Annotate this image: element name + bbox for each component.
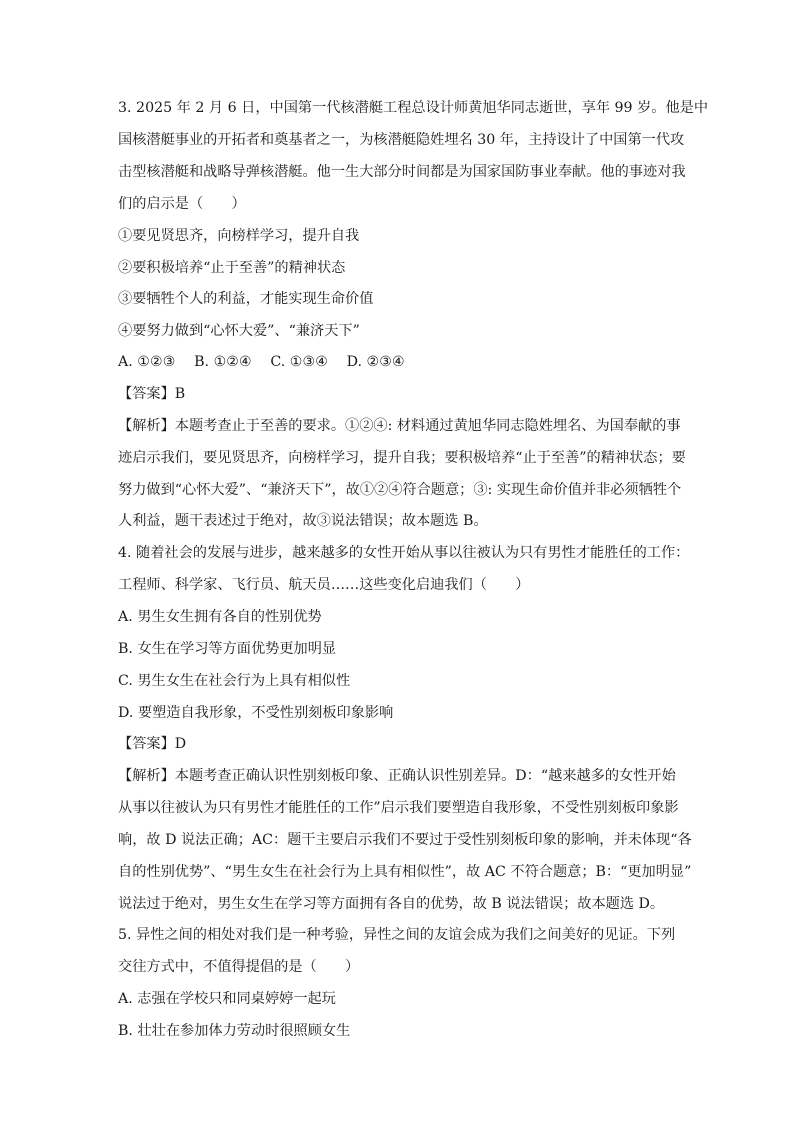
q3-analysis-line-4: 人利益，题干表述过于绝对，故③说法错误；故本题选 B。 xyxy=(118,513,488,529)
q3-stem-line-1: 3. 2025 年 2 月 6 日，中国第一代核潜艇工程总设计师黄旭华同志逝世，享年 99 岁。他是中 xyxy=(118,100,709,116)
q3-analysis-line-2: 迹启示我们，要见贤思齐，向榜样学习，提升自我；要积极培养“止于至善”的精神状态；要 xyxy=(118,450,686,466)
q3-options: A. ①②③ B. ①②④ C. ①③④ D. ②③④ xyxy=(118,354,405,370)
q3-analysis-line-3: 努力做到“心怀大爱”、“兼济天下”，故①②④符合题意；③: 实现生命价值并非必须牺牲个 xyxy=(118,482,682,498)
q4-analysis-line-1: 【解析】本题考查正确认识性别刻板印象、正确认识性别差异。D：“越来越多的女性开始 xyxy=(118,768,676,784)
q3-statement-3: ③要牺牲个人的利益，才能实现生命价值 xyxy=(118,291,374,307)
q4-analysis-line-3: 响，故 D 说法正确；AC：题干主要启示我们不要过于受性别刻板印象的影响，并未体现“各 xyxy=(118,832,692,848)
q5-stem-line-1: 5. 异性之间的相处对我们是一种考验，异性之间的友谊会成为我们之间美好的见证。下列 xyxy=(118,927,676,943)
q3-answer: 【答案】B xyxy=(118,386,186,402)
q3-stem-line-4: 们的启示是（ ） xyxy=(118,196,246,212)
q4-option-b: B. 女生在学习等方面优势更加明显 xyxy=(118,641,337,657)
q3-statement-2: ②要积极培养“止于至善”的精神状态 xyxy=(118,260,346,276)
q4-answer: 【答案】D xyxy=(118,736,187,752)
q5-option-b: B. 壮壮在参加体力劳动时很照顾女生 xyxy=(118,1023,351,1039)
q3-analysis-line-1: 【解析】本题考查止于至善的要求。①②④: 材料通过黄旭华同志隐姓埋名、为国奉献的事 xyxy=(118,418,681,434)
q4-analysis-line-2: 从事以往被认为只有男性才能胜任的工作”启示我们要塑造自我形象，不受性别刻板印象影 xyxy=(118,800,679,816)
q5-stem-line-2: 交往方式中，不值得提倡的是（ ） xyxy=(118,959,360,975)
q3-stem-line-3: 击型核潜艇和战略导弹核潜艇。他一生大部分时间都是为国家国防事业奉献。他的事迹对我 xyxy=(118,164,686,180)
q4-option-a: A. 男生女生拥有各自的性别优势 xyxy=(118,609,322,625)
q3-statement-1: ①要见贤思齐，向榜样学习，提升自我 xyxy=(118,228,360,244)
q4-analysis-line-4: 自的性别优势”、“男生女生在社会行为上具有相似性”，故 AC 不符合题意；B：“更加明显” xyxy=(118,864,692,880)
q3-stem-line-2: 国核潜艇事业的开拓者和奠基者之一，为核潜艇隐姓埋名 30 年，主持设计了中国第一代攻 xyxy=(118,132,685,148)
q4-stem-line-1: 4. 随着社会的发展与进步，越来越多的女性开始从事以往被认为只有男性才能胜任的工作： xyxy=(118,545,690,561)
q4-option-d: D. 要塑造自我形象，不受性别刻板印象影响 xyxy=(118,705,394,721)
q4-analysis-line-5: 说法过于绝对，男生女生在学习等方面拥有各自的优势，故 B 说法错误；故本题选 D。 xyxy=(118,896,665,912)
q4-option-c: C. 男生女生在社会行为上具有相似性 xyxy=(118,673,351,689)
q3-statement-4: ④要努力做到“心怀大爱”、“兼济天下” xyxy=(118,323,360,339)
q5-option-a: A. 志强在学校只和同桌婷婷一起玩 xyxy=(118,991,336,1007)
q4-stem-line-2: 工程师、科学家、飞行员、航天员……这些变化启迪我们（ ） xyxy=(118,577,530,593)
